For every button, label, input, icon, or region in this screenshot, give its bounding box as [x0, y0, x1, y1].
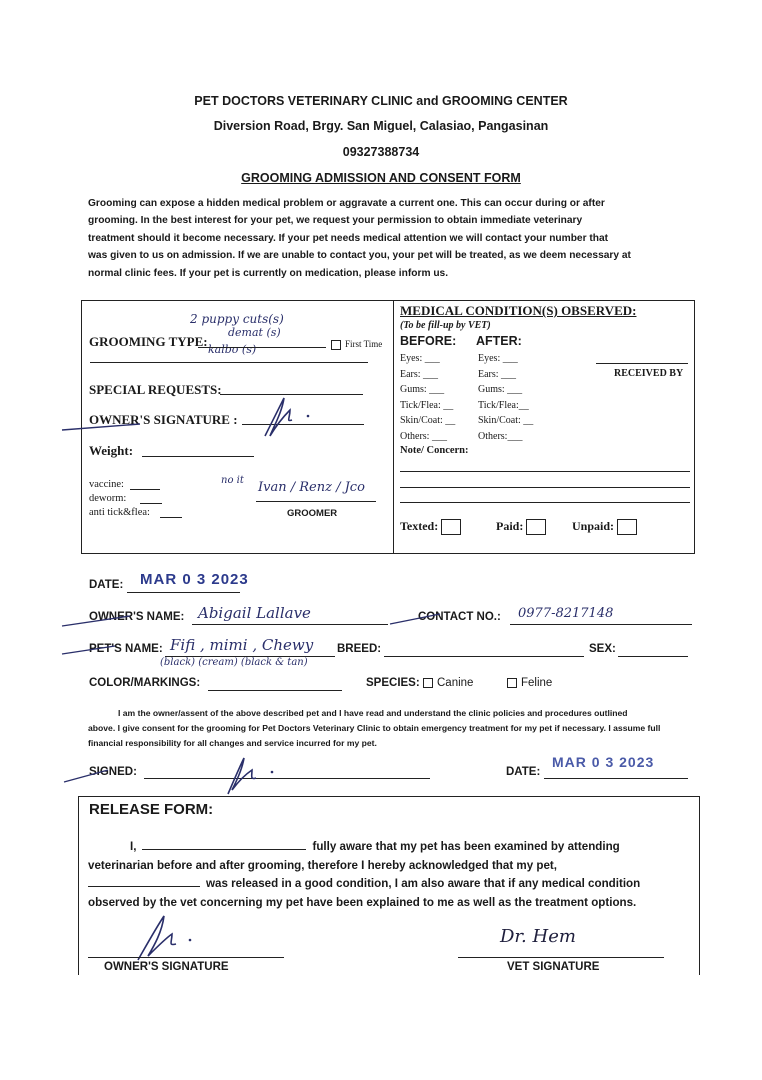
signed-date-stamp: MAR 0 3 2023	[552, 754, 655, 770]
pets-name-value: Fifi , mimi , Chewy	[170, 636, 314, 654]
texted-checkbox[interactable]	[441, 519, 461, 535]
groomer-line[interactable]	[256, 501, 376, 502]
contact-label: CONTACT NO.:	[418, 611, 501, 623]
breed-label: BREED:	[337, 643, 382, 655]
unpaid-label: Unpaid:	[572, 519, 615, 533]
medical-subtitle: (To be fill-up by VET)	[400, 320, 491, 331]
paid-option[interactable]	[496, 519, 546, 535]
release-line: I, fully aware that my pet has been examined by attending	[130, 840, 620, 853]
first-time-option[interactable]	[331, 339, 382, 350]
paid-label: Paid:	[496, 519, 524, 533]
before-item[interactable]: Others: ___	[400, 430, 447, 442]
before-item[interactable]: Tick/Flea: __	[400, 399, 454, 411]
owner-release-signature-label: OWNER'S SIGNATURE	[104, 961, 229, 973]
grooming-type-hand: demat (s)	[228, 326, 281, 339]
feline-option[interactable]	[507, 677, 552, 689]
signed-label: SIGNED:	[89, 766, 137, 778]
medical-title: MEDICAL CONDITION(S) OBSERVED:	[400, 303, 637, 318]
before-label: BEFORE:	[400, 334, 457, 348]
first-time-label: First Time	[345, 339, 383, 349]
antitick-label: anti tick&flea:	[89, 507, 150, 518]
feline-checkbox[interactable]	[507, 678, 517, 688]
received-by-line[interactable]	[596, 363, 688, 364]
release-paragraph	[88, 838, 686, 912]
canine-label: Canine	[437, 677, 474, 689]
owner-signature-label: OWNER'S SIGNATURE :	[89, 412, 238, 427]
intro-paragraph	[88, 195, 694, 282]
strike-mark	[60, 640, 120, 660]
signed-date-label: DATE:	[506, 766, 541, 778]
groomer-hand: Ivan / Renz / Jco	[258, 480, 365, 495]
intro-line: normal clinic fees. If your pet is currently on medication, please inform us.	[88, 267, 449, 279]
vaccine-line[interactable]	[130, 489, 160, 490]
clinic-phone: 09327388734	[342, 145, 420, 159]
clinic-address: Diversion Road, Brgy. San Miguel, Calasiao, Pangasinan	[213, 119, 549, 133]
species-label: SPECIES:	[366, 677, 420, 689]
grooming-type-hand: 2 puppy cuts(s)	[190, 312, 284, 326]
owner-release-signature-scribble	[130, 910, 210, 964]
after-list	[478, 351, 533, 445]
unpaid-option[interactable]	[572, 519, 637, 535]
owner-signature-scribble	[60, 392, 320, 442]
consent-line: I am the owner/assent of the above described pet and I have read and understand the clinic policies and procedures outlined	[118, 708, 628, 718]
owner-release-signature-line[interactable]	[88, 957, 284, 958]
feline-label: Feline	[521, 677, 553, 689]
date-stamp: MAR 0 3 2023	[140, 571, 249, 588]
weight-label: Weight:	[89, 443, 134, 458]
hand-note: no it	[221, 475, 244, 486]
contact-line[interactable]	[510, 624, 692, 625]
grooming-type-line[interactable]	[198, 347, 326, 348]
after-item[interactable]: Eyes: ___	[478, 353, 518, 364]
note-line[interactable]	[400, 487, 690, 488]
consent-paragraph	[88, 706, 694, 751]
release-line: observed by the vet concerning my pet have been explained to me as well as the treatment options.	[88, 895, 637, 909]
vaccine-label: vaccine:	[89, 479, 124, 490]
after-item[interactable]: Skin/Coat: __	[478, 415, 534, 427]
before-item[interactable]: Eyes: ___	[400, 353, 440, 364]
canine-option[interactable]	[423, 677, 473, 689]
weight-line[interactable]	[142, 456, 254, 457]
color-line[interactable]	[208, 690, 342, 691]
note-line[interactable]	[400, 502, 690, 503]
color-label: COLOR/MARKINGS:	[89, 677, 201, 689]
breed-line[interactable]	[384, 656, 584, 657]
before-item[interactable]: Gums: ___	[400, 384, 445, 396]
form-title: GROOMING ADMISSION AND CONSENT FORM	[241, 171, 521, 185]
after-label: AFTER:	[476, 334, 522, 348]
after-item[interactable]: Tick/Flea:__	[478, 399, 529, 411]
release-title: RELEASE FORM:	[89, 801, 214, 818]
note-line[interactable]	[400, 471, 690, 472]
deworm-label: deworm:	[89, 493, 127, 504]
signed-signature-scribble	[60, 748, 320, 798]
texted-option[interactable]	[400, 519, 461, 535]
before-list	[400, 351, 455, 445]
antitick-line[interactable]	[160, 517, 182, 518]
special-requests-label: SPECIAL REQUESTS:	[89, 382, 222, 397]
contact-value: 0977-8217148	[518, 606, 614, 621]
release-line: veterinarian before and after grooming, therefore I hereby acknowledged that my pet,	[88, 858, 558, 872]
intro-line: was given to us on admission. If we are unable to contact you, your pet will be treated, as we deem necessary at	[88, 250, 631, 262]
owner-name-value: Abigail Lallave	[198, 604, 311, 622]
texted-label: Texted:	[400, 519, 439, 533]
vet-signature-label: VET SIGNATURE	[507, 961, 600, 973]
vet-signature-line[interactable]	[458, 957, 664, 958]
intro-line: Grooming can expose a hidden medical problem or aggravate a current one. This can occur during or after	[88, 198, 605, 209]
sex-line[interactable]	[618, 656, 688, 657]
pets-name-label: PET'S NAME:	[89, 643, 163, 655]
unpaid-checkbox[interactable]	[617, 519, 637, 535]
vet-signature-hand: Dr. Hem	[500, 926, 576, 947]
column-divider	[393, 300, 394, 553]
canine-checkbox[interactable]	[423, 678, 433, 688]
date-label: DATE:	[89, 579, 124, 591]
after-item[interactable]: Ears: ___	[478, 368, 517, 380]
before-item[interactable]: Skin/Coat: __	[400, 415, 456, 427]
intro-line: grooming. In the best interest for your pet, we request your permission to obtain immediate veterinary	[88, 215, 583, 227]
after-item[interactable]: Gums: ___	[478, 384, 523, 396]
paid-checkbox[interactable]	[526, 519, 546, 535]
received-by-label: RECEIVED BY	[614, 368, 684, 379]
deworm-line[interactable]	[140, 503, 162, 504]
checkbox[interactable]	[331, 340, 341, 350]
signed-date-line[interactable]	[544, 778, 688, 779]
date-line[interactable]	[127, 592, 240, 593]
after-item[interactable]: Others:___	[478, 430, 523, 442]
clinic-name: PET DOCTORS VETERINARY CLINIC and GROOMING CENTER	[194, 94, 568, 108]
grooming-type-line-2[interactable]	[90, 362, 368, 363]
owner-name-label: OWNER'S NAME:	[89, 611, 185, 623]
intro-line: treatment should it become necessary. If your pet needs medical attention we will contact your number that	[88, 232, 609, 244]
before-item[interactable]: Ears: ___	[400, 368, 439, 380]
groomer-label: GROOMER	[287, 508, 338, 519]
pet-colors-hand: (black) (cream) (black & tan)	[160, 657, 308, 668]
consent-line: above. I give consent for the grooming for Pet Doctors Veterinary Clinic to obtain emergency treatment for my pet if necessary. I assume full	[88, 723, 661, 733]
grooming-type-label: GROOMING TYPE:	[89, 334, 208, 349]
note-label: Note/ Concern:	[400, 445, 469, 456]
release-line: was released in a good condition, I am also aware that if any medical condition	[88, 875, 686, 894]
sex-label: SEX:	[589, 643, 616, 655]
grooming-type-hand: kalbo (s)	[208, 343, 257, 356]
consent-line: financial responsibility for all changes and service incurred for my pet.	[88, 738, 377, 748]
